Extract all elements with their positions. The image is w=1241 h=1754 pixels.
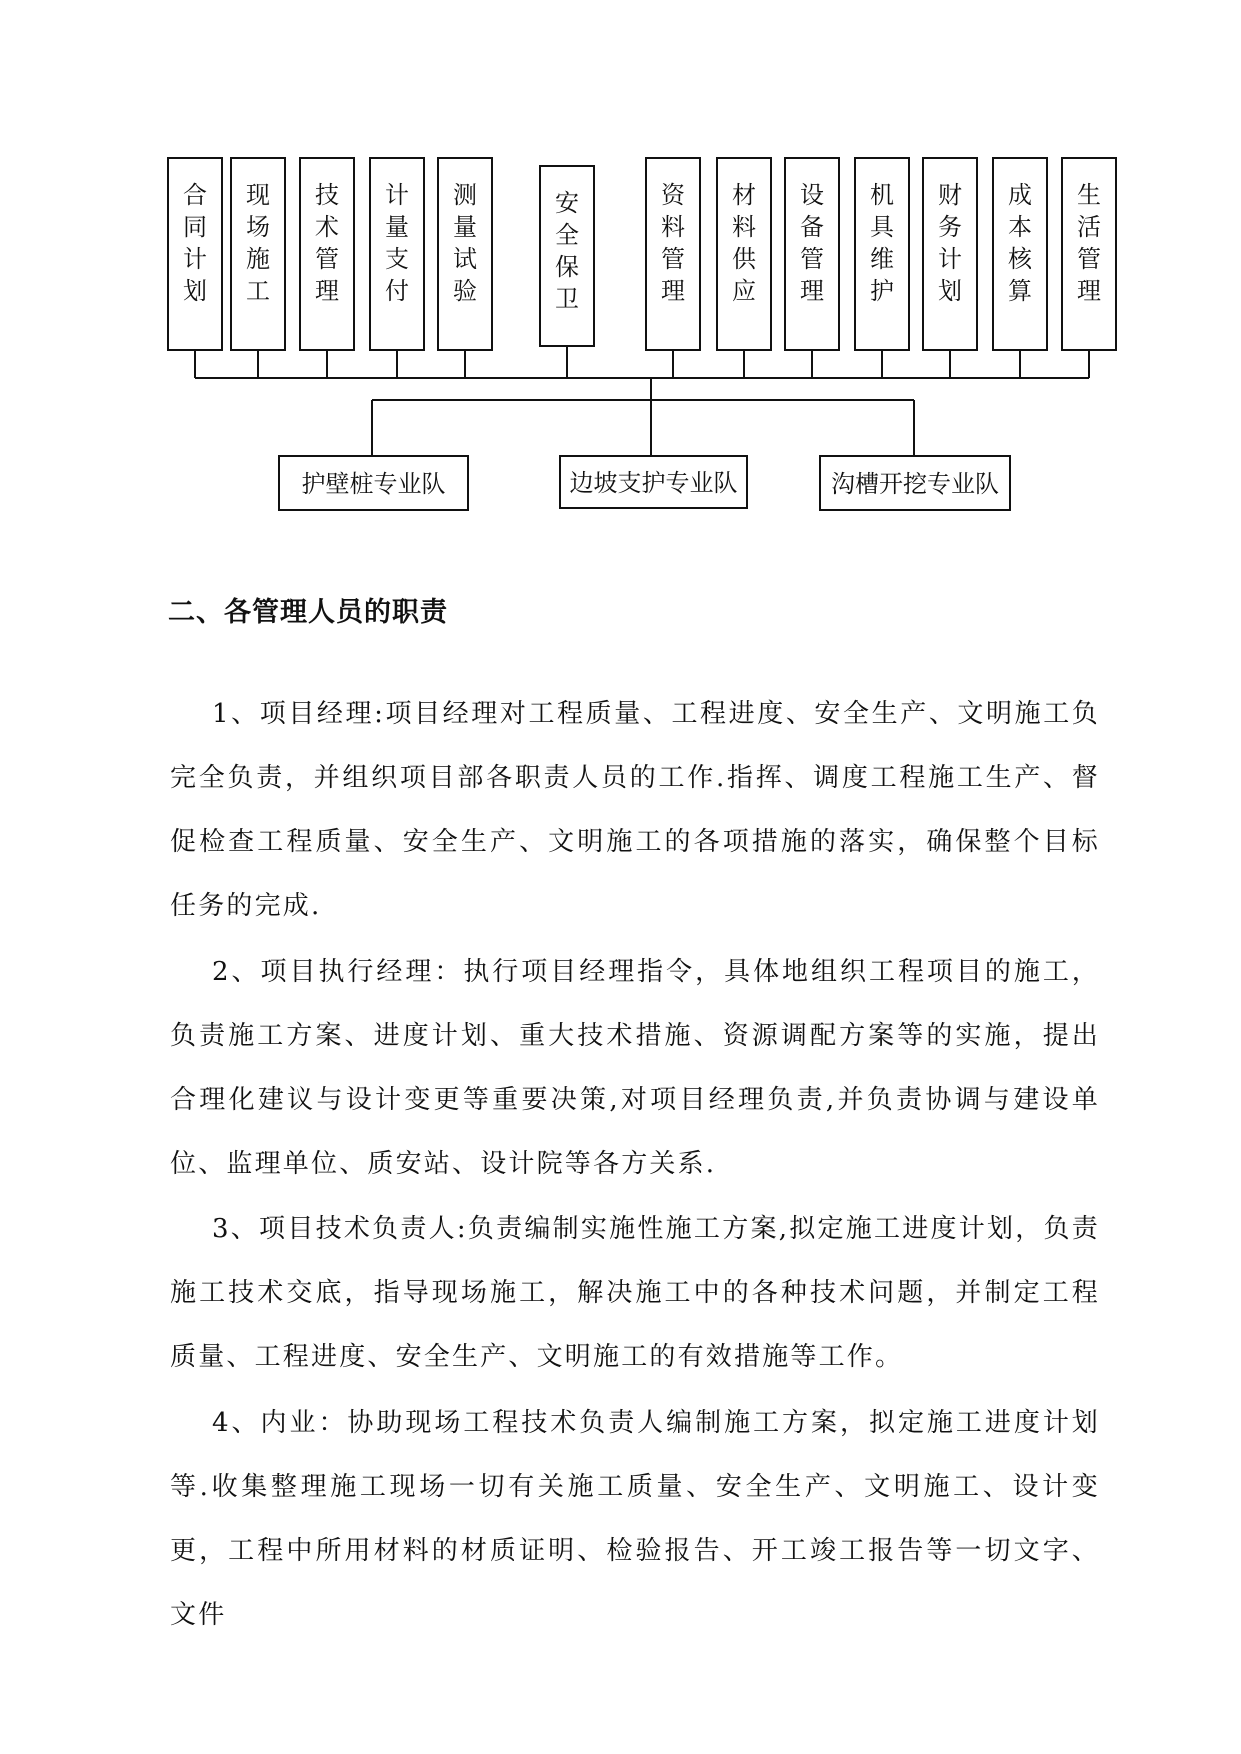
dept-label: 成本核算 — [1008, 181, 1032, 305]
dept-label: 机具维护 — [870, 181, 894, 305]
org-chart — [0, 0, 1241, 540]
team-label: 护壁桩专业队 — [301, 470, 446, 498]
dept-label: 设备管理 — [800, 181, 824, 305]
team-label: 沟槽开挖专业队 — [831, 470, 999, 498]
dept-label: 计量支付 — [385, 181, 409, 305]
team-label: 边坡支护专业队 — [569, 469, 738, 497]
dept-label: 测量试验 — [453, 181, 477, 305]
paragraph-executive-manager: 2、项目执行经理：执行项目经理指令，具体地组织工程项目的施工，负责施工方案、进度计划、重大技术措施、资源调配方案等的实施，提出合理化建议与设计变更等重要决策,对项目经理负责,并负责协调与建设单位、监理单位、质安站、设计院等各方关系. — [170, 957, 1100, 1179]
section-heading: 二、各管理人员的职责 — [168, 597, 448, 628]
dept-label: 生活管理 — [1077, 181, 1101, 305]
paragraph-project-manager: 1、项目经理:项目经理对工程质量、工程进度、安全生产、文明施工负完全负责，并组织项目部各职责人员的工作.指挥、调度工程施工生产、督促检查工程质量、安全生产、文明施工的各项措施的落实，确保整个目标任务的完成. — [170, 699, 1100, 921]
dept-label: 合同计划 — [183, 181, 207, 305]
paragraph-technical-lead: 3、项目技术负责人:负责编制实施性施工方案,拟定施工进度计划，负责施工技术交底，指导现场施工，解决施工中的各种技术问题，并制定工程质量、工程进度、安全生产、文明施工的有效措施等工作。 — [170, 1214, 1100, 1372]
dept-label: 材料供应 — [732, 181, 756, 305]
dept-label: 现场施工 — [246, 181, 270, 305]
dept-label: 技术管理 — [315, 181, 339, 305]
dept-label: 财务计划 — [938, 181, 962, 305]
paragraph-internal-affairs: 4、内业：协助现场工程技术负责人编制施工方案，拟定施工进度计划等.收集整理施工现场一切有关施工质量、安全生产、文明施工、设计变更，工程中所用材料的材质证明、检验报告、开工竣工报告等一切文字、文件 — [170, 1408, 1100, 1630]
dept-label: 安全保卫 — [555, 189, 579, 313]
dept-label: 资料管理 — [661, 181, 685, 305]
